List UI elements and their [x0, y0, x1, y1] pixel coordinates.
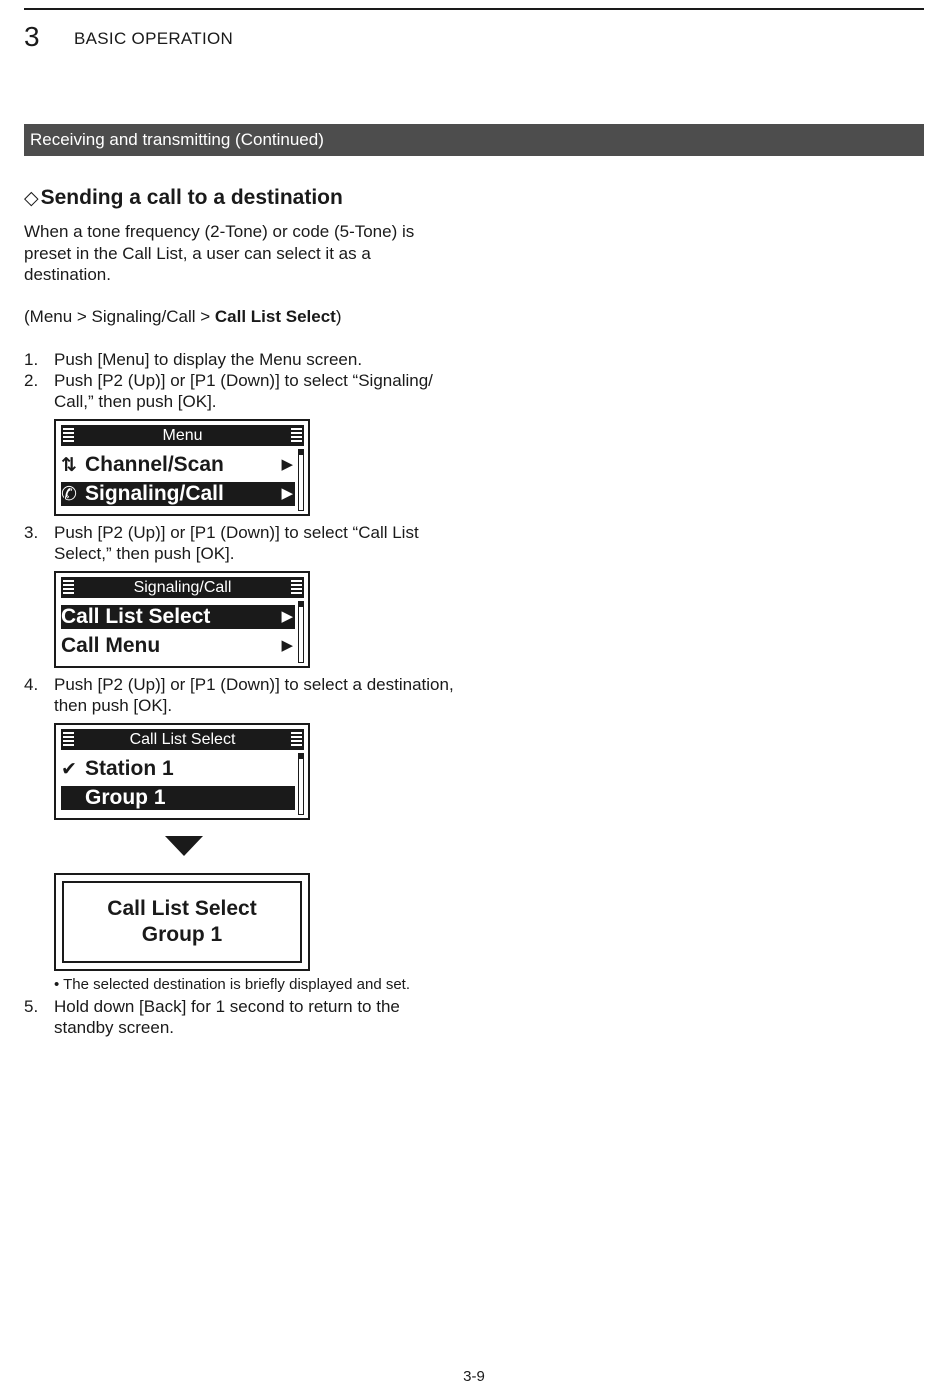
scroll-thumb — [299, 450, 303, 455]
lcd-title-bar — [61, 729, 304, 750]
right-arrow-icon: ▶ — [281, 456, 293, 473]
lcd-row-label: Station 1 — [85, 757, 174, 780]
menu-path-prefix: (Menu > Signaling/Call > — [24, 307, 215, 326]
step-number: 5. — [24, 997, 39, 1016]
checkmark-icon: ✔ — [61, 759, 77, 780]
down-arrow-icon — [165, 836, 203, 856]
lcd-row-channel-scan — [61, 453, 295, 477]
lcd-row-call-menu — [61, 634, 295, 658]
menu-path-bold: Call List Select — [214, 307, 336, 326]
top-rule — [24, 8, 924, 10]
lcd-screen-menu — [54, 419, 310, 516]
step-text: Push [P2 (Up)] or [P1 (Down)] to select “Signaling/ Call,” then push [OK]. — [54, 371, 433, 411]
step-text: Push [Menu] to display the Menu screen. — [54, 350, 363, 369]
lcd-row-station-1 — [61, 757, 295, 781]
menu-path — [24, 306, 444, 328]
menu-bars-icon — [291, 580, 302, 595]
step-5 — [24, 996, 444, 1038]
chapter-title: BASIC OPERATION — [74, 29, 234, 48]
lcd-row-signaling-call — [61, 482, 295, 506]
menu-bars-icon — [63, 428, 74, 443]
lcd-screen-signaling-call — [54, 571, 310, 668]
note: • The selected destination is briefly displayed and set. — [54, 976, 411, 993]
lcd-row-call-list-select — [61, 605, 295, 629]
menu-bars-icon — [291, 732, 302, 747]
step-2 — [24, 370, 454, 412]
lcd-row-label: Group 1 — [85, 786, 166, 809]
step-3 — [24, 522, 464, 564]
step-number: 2. — [24, 371, 39, 390]
menu-bars-icon — [63, 580, 74, 595]
section-bar: Receiving and transmitting (Continued) — [24, 124, 924, 156]
chapter-number: 3 — [24, 21, 40, 52]
subheading — [24, 186, 343, 210]
lcd-scrollbar — [298, 449, 304, 511]
lcd-row-label: Signaling/Call — [85, 482, 224, 505]
step-text: Push [P2 (Up)] or [P1 (Down)] to select a destination, then push [OK]. — [54, 675, 454, 715]
right-arrow-icon: ▶ — [281, 637, 293, 654]
lcd-title-bar — [61, 425, 304, 446]
result-screen — [54, 873, 310, 971]
menu-bars-icon — [63, 732, 74, 747]
lcd-title: Signaling/Call — [133, 579, 232, 596]
step-4 — [24, 674, 464, 716]
lcd-scrollbar — [298, 753, 304, 815]
right-arrow-icon: ▶ — [281, 485, 293, 502]
lcd-scrollbar — [298, 601, 304, 663]
step-1 — [24, 349, 464, 370]
lcd-title: Menu — [162, 427, 203, 444]
lcd-row-label: Call Menu — [61, 634, 161, 657]
lcd-row-label: Call List Select — [61, 605, 211, 628]
menu-path-suffix: ) — [335, 307, 342, 326]
menu-bars-icon — [291, 428, 302, 443]
result-line-2: Group 1 — [141, 923, 223, 946]
step-number: 3. — [24, 523, 39, 542]
result-line-1: Call List Select — [107, 897, 257, 920]
intro-paragraph: When a tone frequency (2-Tone) or code (5-Tone) is preset in the Call List, a user can select it as a destination. — [24, 222, 415, 284]
channel-scan-icon: ⇅ — [61, 455, 77, 476]
step-number: 4. — [24, 675, 39, 694]
lcd-row-group-1 — [61, 786, 295, 810]
diamond-icon: ◇ — [24, 188, 39, 209]
step-text: Hold down [Back] for 1 second to return to the standby screen. — [54, 997, 400, 1037]
scroll-thumb — [299, 602, 303, 607]
scroll-thumb — [299, 754, 303, 759]
step-number: 1. — [24, 350, 39, 369]
step-text: Push [P2 (Up)] or [P1 (Down)] to select “Call List Select,” then push [OK]. — [54, 523, 419, 563]
lcd-screen-call-list-select — [54, 723, 310, 820]
lcd-title: Call List Select — [129, 731, 236, 748]
right-arrow-icon: ▶ — [281, 608, 293, 625]
page-number: 3-9 — [463, 1368, 485, 1385]
lcd-row-label: Channel/Scan — [85, 453, 224, 476]
lcd-title-bar — [61, 577, 304, 598]
phone-icon: ✆ — [61, 484, 77, 505]
result-inner-frame — [62, 881, 302, 963]
subheading-text: Sending a call to a destination — [40, 186, 343, 209]
